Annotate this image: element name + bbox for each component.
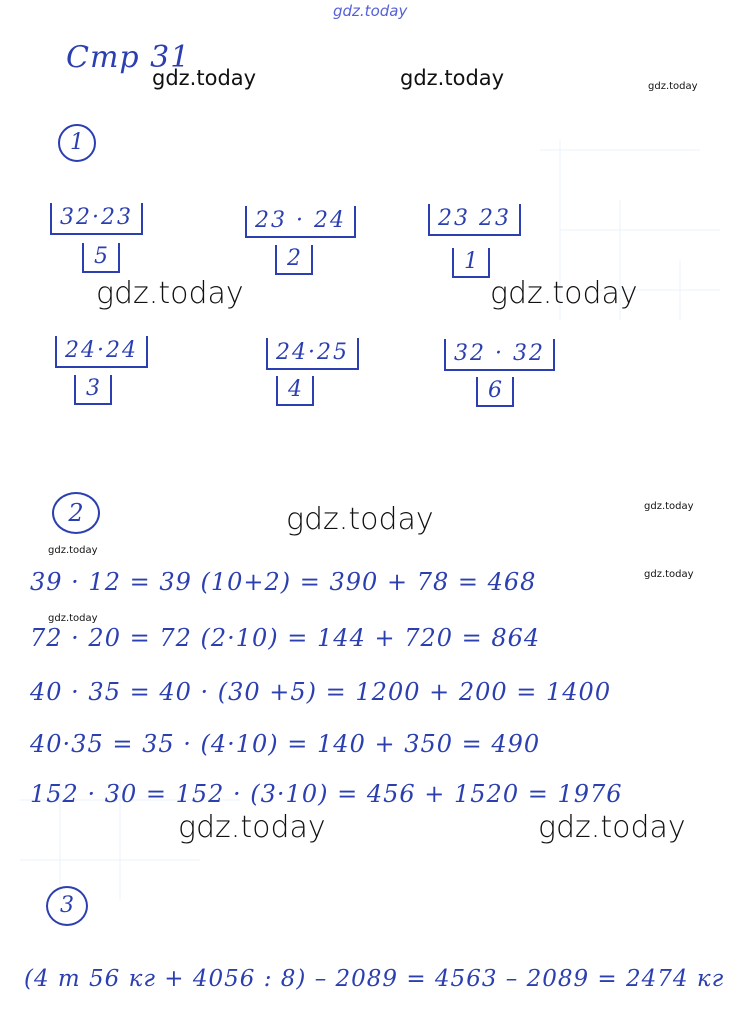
answer-box: 4: [276, 376, 314, 406]
expression: 32·23: [50, 203, 143, 235]
watermark: gdz.today: [48, 545, 98, 556]
watermark: gdz.today: [178, 810, 326, 845]
page-label: Стр 31: [66, 40, 191, 75]
solution-line: 152 · 30 = 152 · (3·10) = 456 + 1520 = 1976: [30, 780, 623, 808]
answer-box: 5: [82, 243, 120, 273]
watermark: gdz.today: [648, 81, 698, 92]
answer-box: 2: [275, 245, 313, 275]
task-number: 1: [58, 124, 96, 162]
watermark: gdz.today: [644, 501, 694, 512]
watermark-top: gdz.today: [333, 2, 408, 20]
watermark: gdz.today: [48, 613, 98, 624]
expression: 24·24: [55, 336, 148, 368]
watermark: gdz.today: [490, 276, 638, 311]
task-number: 2: [52, 492, 100, 534]
expression: 24·25: [266, 338, 359, 370]
watermark: gdz.today: [644, 569, 694, 580]
solution-line: (4 т 56 кг + 4056 : 8) – 2089 = 4563 – 2089 = 2474 кг: [24, 966, 725, 992]
solution-line: 39 · 12 = 39 (10+2) = 390 + 78 = 468: [30, 568, 537, 596]
watermark: gdz.today: [286, 502, 434, 537]
solution-line: 40 · 35 = 40 · (30 +5) = 1200 + 200 = 1400: [30, 678, 612, 706]
answer-box: 1: [452, 248, 490, 278]
watermark: gdz.today: [538, 810, 686, 845]
expression: 32 · 32: [444, 339, 555, 371]
answer-box: 3: [74, 375, 112, 405]
answer-box: 6: [476, 377, 514, 407]
expression: 23 · 24: [245, 206, 356, 238]
task-number: 3: [46, 886, 88, 926]
solution-line: 40·35 = 35 · (4·10) = 140 + 350 = 490: [30, 730, 541, 758]
watermark: gdz.today: [400, 66, 505, 90]
watermark: gdz.today: [152, 66, 257, 90]
watermark: gdz.today: [96, 276, 244, 311]
solution-line: 72 · 20 = 72 (2·10) = 144 + 720 = 864: [30, 624, 541, 652]
expression: 23 23: [428, 204, 521, 236]
